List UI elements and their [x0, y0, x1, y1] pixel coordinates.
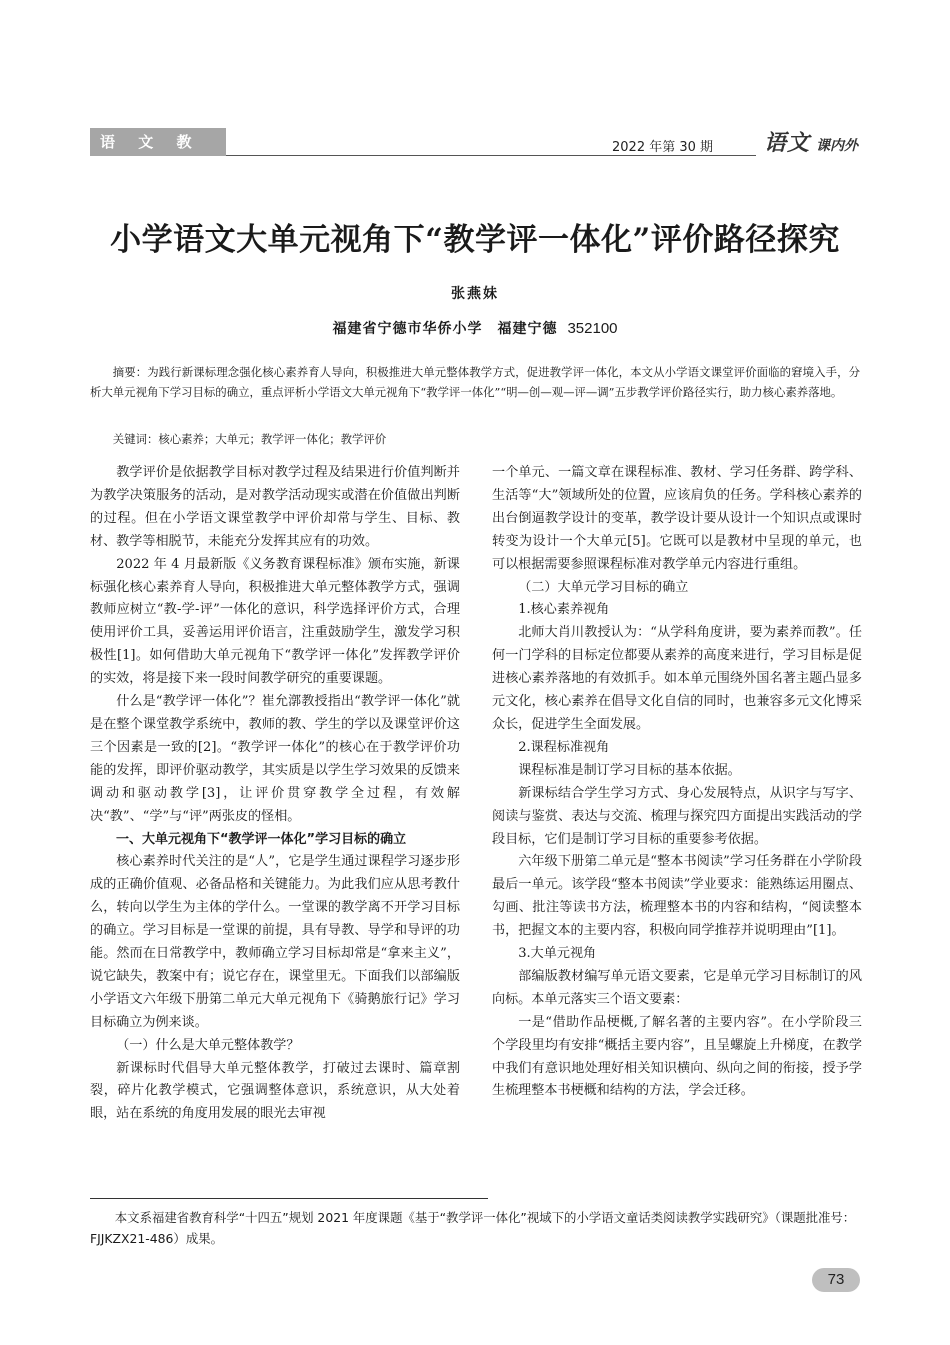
zipcode: 352100 [567, 320, 618, 337]
journal-logo-sub: 课内外 [816, 138, 858, 154]
paragraph: 什么是“教学评一体化”？崔允漷教授指出“教学评一体化”就是在整个课堂教学系统中，教师的教、学生的学以及课堂评价这三个因素是一致的[2]。“教学评一体化”的核心在于教学评价功能的发挥，即评价驱动教学，其实质是以学生学习效果的反馈来调动和驱动教学[3]，让评价贯穿教学全过程，有效解决“教”、“学”与“评”两张皮的怪相。 [90, 694, 460, 824]
paragraph: 北师大肖川教授认为：“从学科角度讲，要为素养而教”。任何一门学科的目标定位都要从素养的高度来进行，学习目标是促进核心素养落地的有效抓手。如本单元围绕外国名著主题凸显多元文化，核心素养在倡导文化自信的同时，也兼容多元文化博采众长，促进学生全面发展。 [492, 625, 862, 732]
paragraph: 部编版教材编写单元语文要素，它是单元学习目标制订的风向标。本单元落实三个语文要素： [492, 968, 862, 1007]
footnote-rule [90, 1198, 488, 1199]
journal-logo [754, 126, 866, 158]
paragraph: 核心素养时代关注的是“人”，它是学生通过课程学习逐步形成的正确价值观、必备品格和关键能力。为此我们应从思考教什么，转向以学生为主体的学什么。一堂课的教学离不开学习目标的确立。学习目标是一堂课的前提，具有导教、导学和导评的功能。然而在日常教学中，教师确立学习目标却常是“拿来主义”，说它缺失，教案中有；说它存在，课堂里无。下面我们以部编版小学语文六年级下册第二单元大单元视角下《骑鹅旅行记》学习目标确立为例来谈。 [90, 854, 460, 1030]
affiliation [0, 318, 950, 338]
issue-label: 2022 年第 30 期 [612, 140, 714, 155]
subsection-heading: 2.课程标准视角 [518, 739, 610, 755]
affiliation-text: 福建省宁德市华侨小学 福建宁德 [332, 321, 558, 337]
paragraph: 六年级下册第二单元是“整本书阅读”学习任务群在小学阶段最后一单元。该学段“整本书阅读”学业要求：能熟练运用圈点、勾画、批注等读书方法，梳理整本书的内容和结构，“阅读整本书，把握文本的主要内容，积极向同学推荐并说明理由”[1]。 [492, 854, 862, 939]
paragraph: 新课标结合学生学习方式、身心发展特点，从识字与写字、阅读与鉴赏、表达与交流、梳理与探究四方面提出实践活动的学段目标，它们是制订学习目标的重要参考依据。 [492, 785, 862, 847]
body-column-left [90, 462, 460, 1126]
paragraph: 教学评价是依据教学目标对教学过程及结果进行价值判断并为教学决策服务的活动，是对教学活动现实或潜在价值做出判断的过程。但在小学语文课堂教学中评价却常与学生、目标、教材、教学等相脱节，未能充分发挥其应有的功效。 [90, 465, 460, 549]
paragraph: 新课标时代倡导大单元整体教学，打破过去课时、篇章割裂，碎片化教学模式，它强调整体意识，系统意识，从大处着眼，站在系统的角度用发展的眼光去审视 [90, 1060, 460, 1122]
abstract [90, 362, 860, 402]
header-rule [226, 155, 756, 156]
author: 张燕妹 [451, 286, 499, 302]
body-column-right [492, 462, 862, 1103]
abstract-text: 摘要：为践行新课标理念强化核心素养育人导向，积极推进大单元整体教学方式，促进教学评一体化，本文从小学语文课堂评价面临的窘境入手，分析大单元视角下学习目标的确立，重点评析小学语文大单元视角下“教学评一体化”“明—创—观—评—调”五步教学评价路径实行，助力核心素养落地。 [90, 365, 860, 399]
footnote: 本文系福建省教育科学“十四五”规划 2021 年度课题《基于“教学评一体化”视域下的小学语文童话类阅读教学实践研究》（课题批准号：FJJKZX21-486）成果。 [90, 1210, 856, 1246]
section-tag: 语 文 教 研 [90, 128, 226, 156]
article-title: 小学语文大单元视角下“教学评一体化”评价路径探究 [110, 222, 840, 258]
keywords: 关键词：核心素养；大单元；教学评一体化；教学评价 [112, 432, 387, 446]
subsection-heading: 3.大单元视角 [518, 946, 597, 962]
journal-logo-main: 语文 [764, 130, 811, 156]
subsection-heading: 1.核心素养视角 [518, 602, 610, 618]
subsection-heading: （一）什么是大单元整体教学？ [116, 1037, 300, 1053]
paragraph: 一是“借助作品梗概,了解名著的主要内容”。在小学阶段三个学段里均有安排“概括主要内容”，且呈螺旋上升梯度，在教学中我们有意识地处理好相关知识横向、纵向之间的衔接，授予学生梳理整本书梗概和结构的方法，学会迁移。 [492, 1014, 862, 1099]
page-number: 73 [812, 1268, 860, 1292]
section-heading: 一、大单元视角下“教学评一体化”学习目标的确立 [116, 831, 407, 847]
paragraph: 课程标准是制订学习目标的基本依据。 [518, 762, 741, 778]
paragraph: 一个单元、一篇文章在课程标准、教材、学习任务群、跨学科、生活等“大”领域所处的位置，应该肩负的任务。学科核心素养的出台倒逼教学设计的变革，教学设计要从设计一个知识点或课时转变为设计一个大单元[5]。它既可以是教材中呈现的单元，也可以根据需要参照课程标准对教学单元内容进行重组。 [492, 465, 862, 572]
subsection-heading: （二）大单元学习目标的确立 [518, 579, 689, 595]
paragraph: 2022 年 4 月最新版《义务教育课程标准》颁布实施，新课标强化核心素养育人导向，积极推进大单元整体教学方式，强调教师应树立“教-学-评”一体化的意识，科学选择评价方式，合理使用评价工具，妥善运用评价语言，注重鼓励学生，激发学习积极性[1]。如何借助大单元视角下“教学评一体化”发挥教学评价的实效，将是接下来一段时间教学研究的重要课题。 [90, 556, 460, 687]
